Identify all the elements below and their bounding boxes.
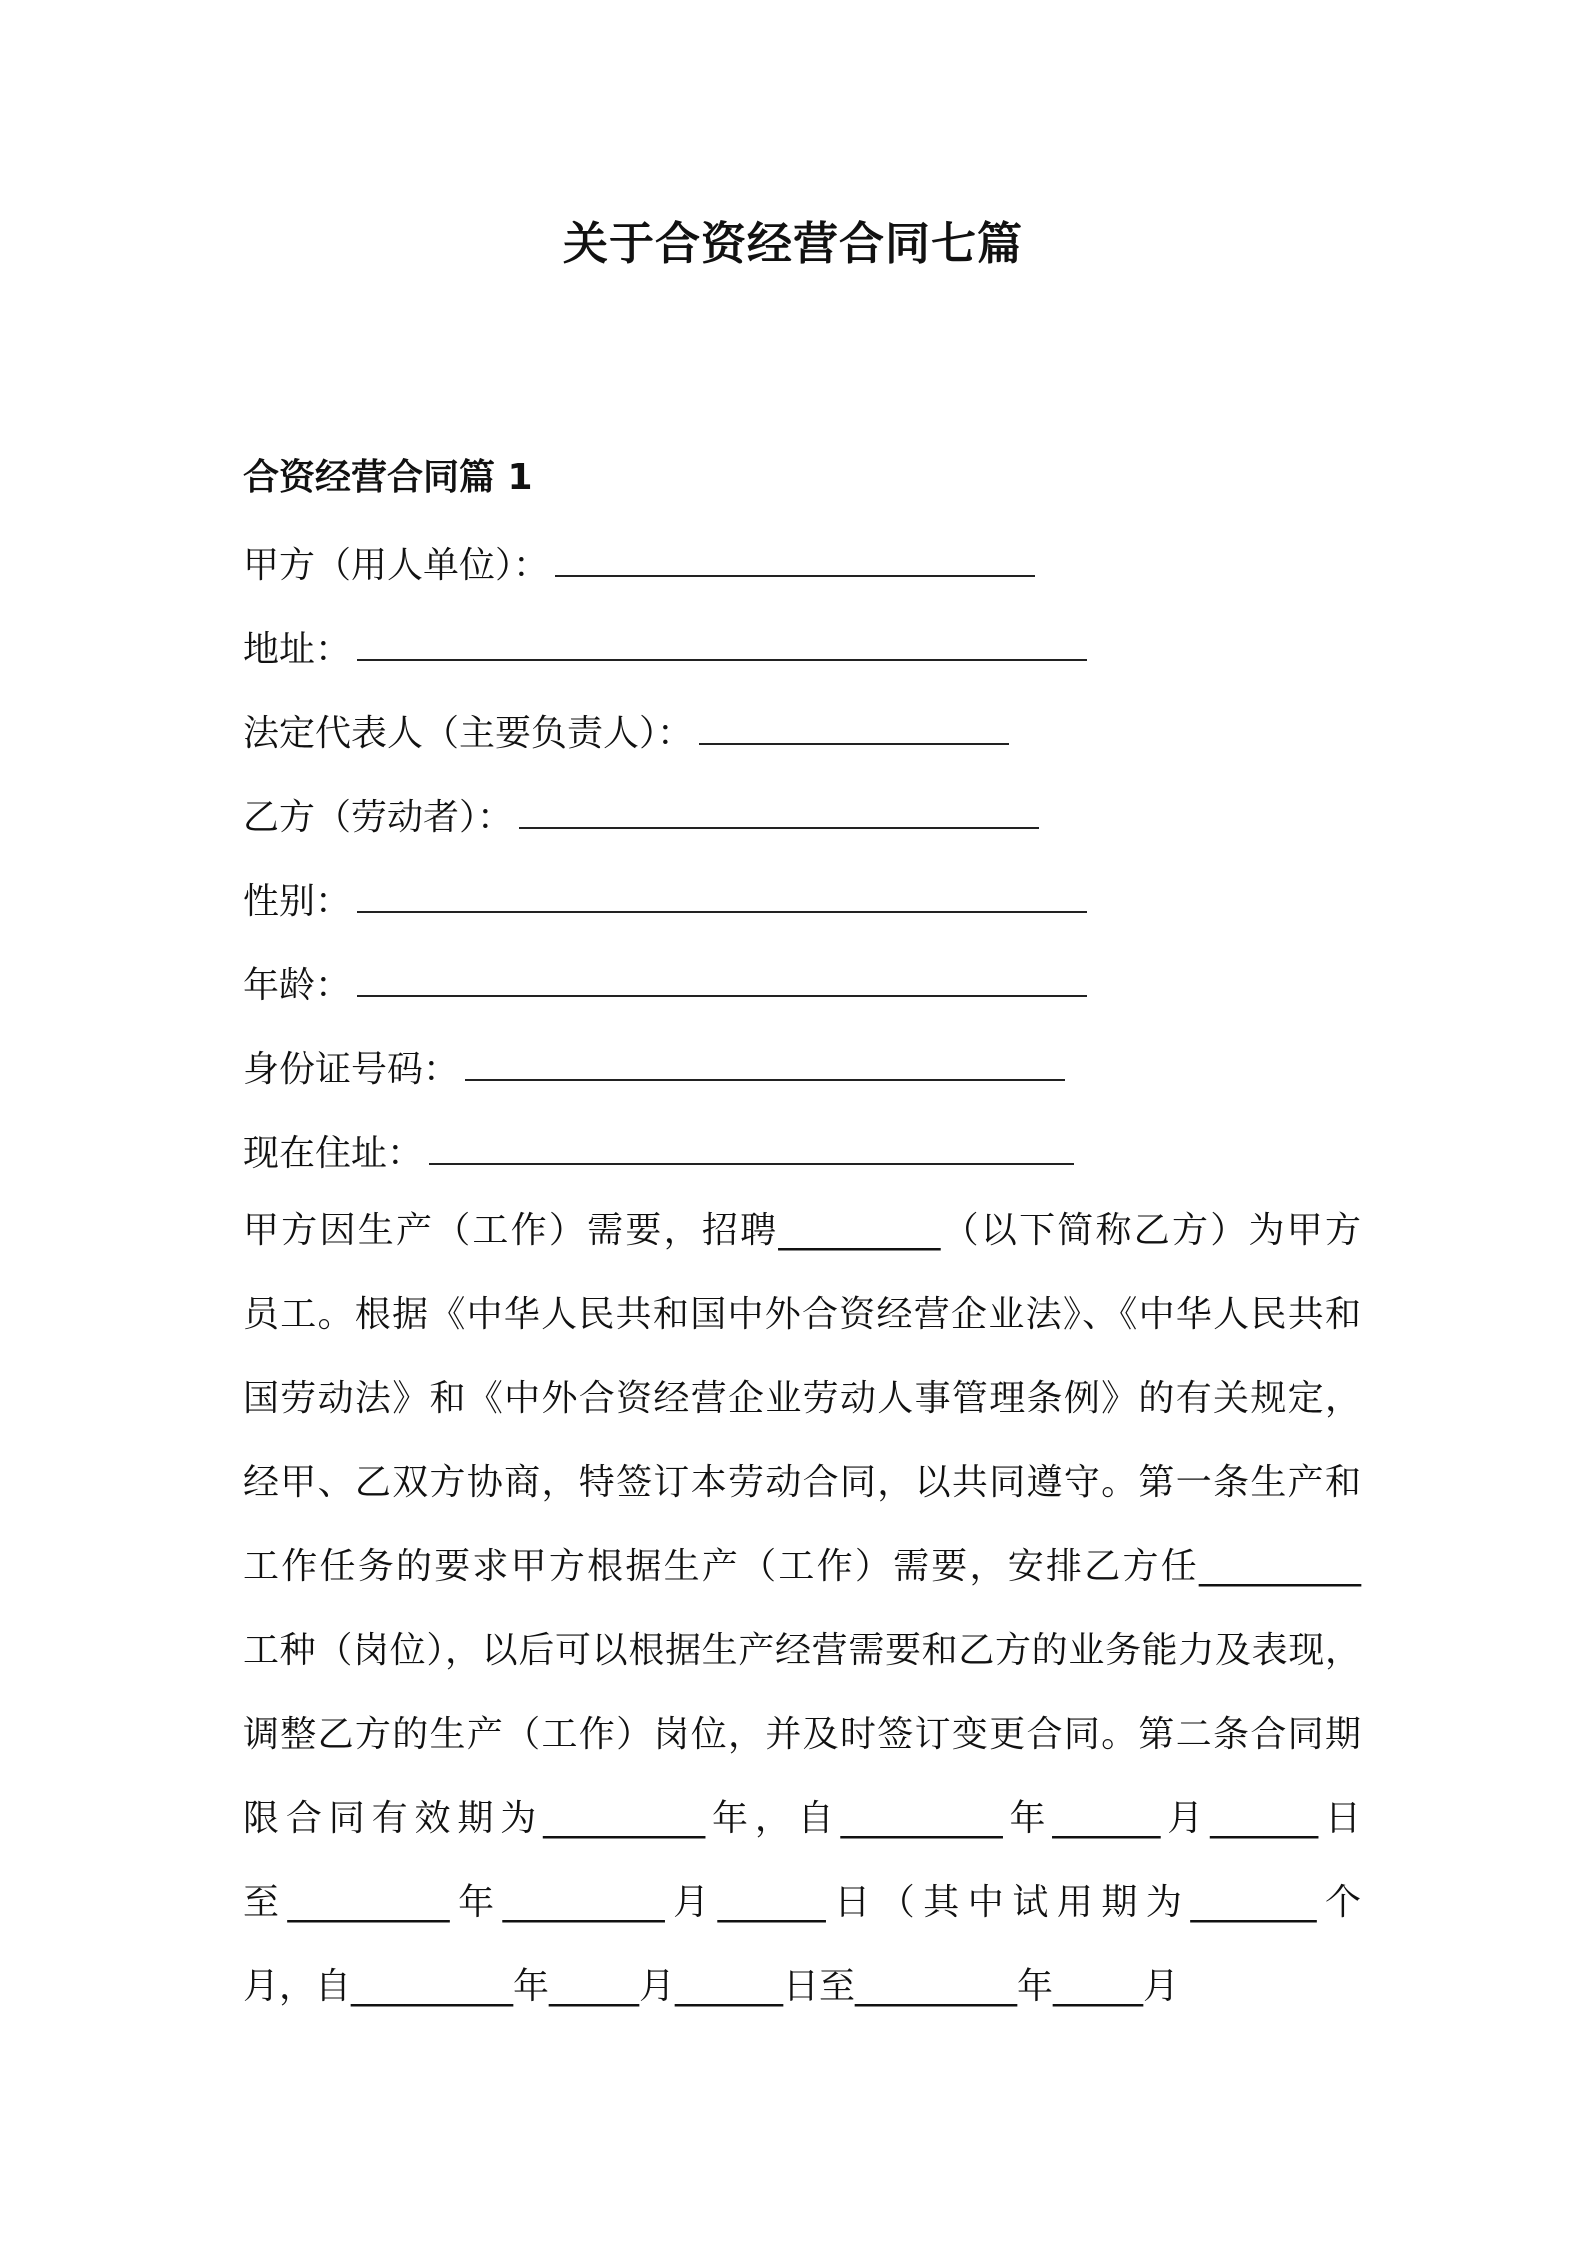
- body-line: 甲方因生产（工作）需要，招聘_________（以下简称乙方）为甲方: [243, 1210, 1361, 1251]
- body-line: 国劳动法》和《中外合资经营企业劳动人事管理条例》的有关规定，: [243, 1378, 1361, 1419]
- body-line: 限合同有效期为_________年，自_________年______月______日: [243, 1798, 1361, 1839]
- field-address: [243, 622, 1363, 706]
- field-age: [243, 958, 1363, 1042]
- field-label: 性别：: [243, 881, 352, 922]
- field-current-address: [243, 1126, 1363, 1210]
- field-gender: [243, 874, 1363, 958]
- field-id-number: [243, 1042, 1363, 1126]
- fill-in-blank: [429, 1129, 1074, 1165]
- field-label: 地址：: [243, 629, 352, 670]
- body-line: 经甲、乙双方协商，特签订本劳动合同，以共同遵守。第一条生产和: [243, 1462, 1361, 1503]
- field-party-a: [243, 538, 1363, 622]
- body-line: 月，自_________年_____月______日至_________年_____月: [243, 1966, 1180, 2007]
- party-info-fields: [243, 538, 1363, 1210]
- fill-in-blank: [519, 793, 1039, 829]
- field-label: 身份证号码：: [243, 1049, 460, 1090]
- body-line: 员工。根据《中华人民共和国中外合资经营企业法》、《中华人民共和: [243, 1294, 1361, 1335]
- field-label: 法定代表人（主要负责人）：: [243, 713, 694, 754]
- fill-in-blank: [699, 709, 1009, 745]
- field-label: 年龄：: [243, 965, 352, 1006]
- body-line: 调整乙方的生产（工作）岗位，并及时签订变更合同。第二条合同期: [243, 1714, 1361, 1755]
- fill-in-blank: [357, 961, 1087, 997]
- fill-in-blank: [555, 541, 1035, 577]
- body-line: 工作任务的要求甲方根据生产（工作）需要，安排乙方任_________: [243, 1546, 1361, 1587]
- fill-in-blank: [357, 625, 1087, 661]
- fill-in-blank: [465, 1045, 1065, 1081]
- body-line: 至_________年_________月______日（其中试用期为_______个: [243, 1882, 1361, 1923]
- field-label: 乙方（劳动者）：: [243, 797, 514, 838]
- field-label: 现在住址：: [243, 1133, 424, 1174]
- page-title: 关于合资经营合同七篇: [562, 217, 1023, 270]
- fill-in-blank: [357, 877, 1087, 913]
- field-party-b: [243, 790, 1363, 874]
- contract-body-text: [243, 1203, 1361, 2043]
- body-line: 工种（岗位），以后可以根据生产经营需要和乙方的业务能力及表现，: [243, 1630, 1361, 1671]
- field-legal-representative: [243, 706, 1363, 790]
- field-label: 甲方（用人单位）：: [243, 545, 550, 586]
- section-heading: 合资经营合同篇 1: [243, 457, 533, 498]
